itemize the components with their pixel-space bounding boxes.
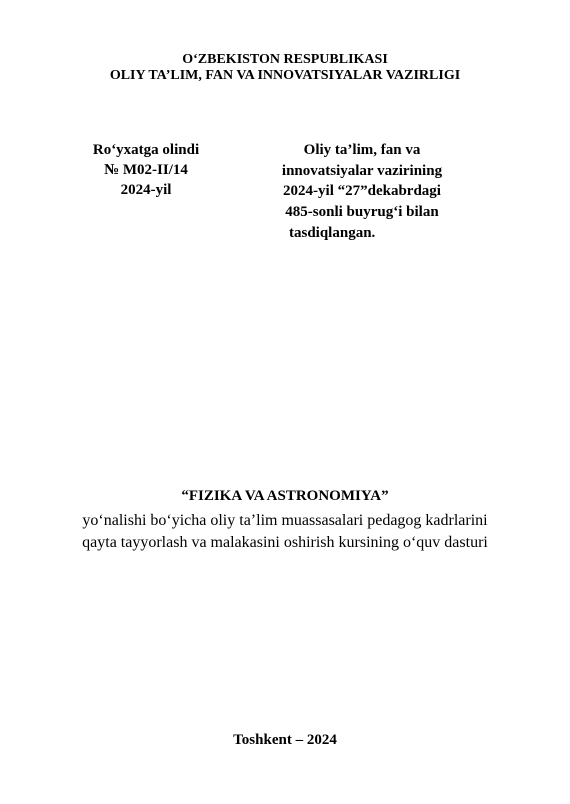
place-and-year: Toshkent – 2024 bbox=[233, 732, 337, 748]
registration-year: 2024-yil bbox=[120, 182, 172, 198]
approval-line-1: Oliy ta’lim, fan va bbox=[303, 142, 421, 158]
registration-number: № M02-II/14 bbox=[104, 162, 188, 178]
program-subtitle-line-1: yo‘nalishi bo‘yicha oliy ta’lim muassasalari pedagog kadrlarini bbox=[82, 512, 488, 529]
approval-line-5: tasdiqlangan. bbox=[289, 225, 376, 241]
ministry-name: OLIY TA’LIM, FAN VA INNOVATSIYALAR VAZIRLIGI bbox=[109, 68, 461, 83]
approval-line-4: 485-sonli buyrug‘i bilan bbox=[285, 204, 439, 220]
program-title: “FIZIKA VA ASTRONOMIYA” bbox=[181, 488, 389, 504]
program-subtitle-line-2: qayta tayyorlash va malakasini oshirish kursining o‘quv dasturi bbox=[82, 534, 488, 551]
approval-line-3: 2024-yil “27”dekabrdagi bbox=[283, 183, 441, 199]
registration-label: Ro‘yxatga olindi bbox=[92, 142, 200, 158]
country-name: O‘ZBEKISTON RESPUBLIKASI bbox=[182, 52, 388, 67]
approval-line-2: innovatsiyalar vazirining bbox=[281, 163, 443, 179]
